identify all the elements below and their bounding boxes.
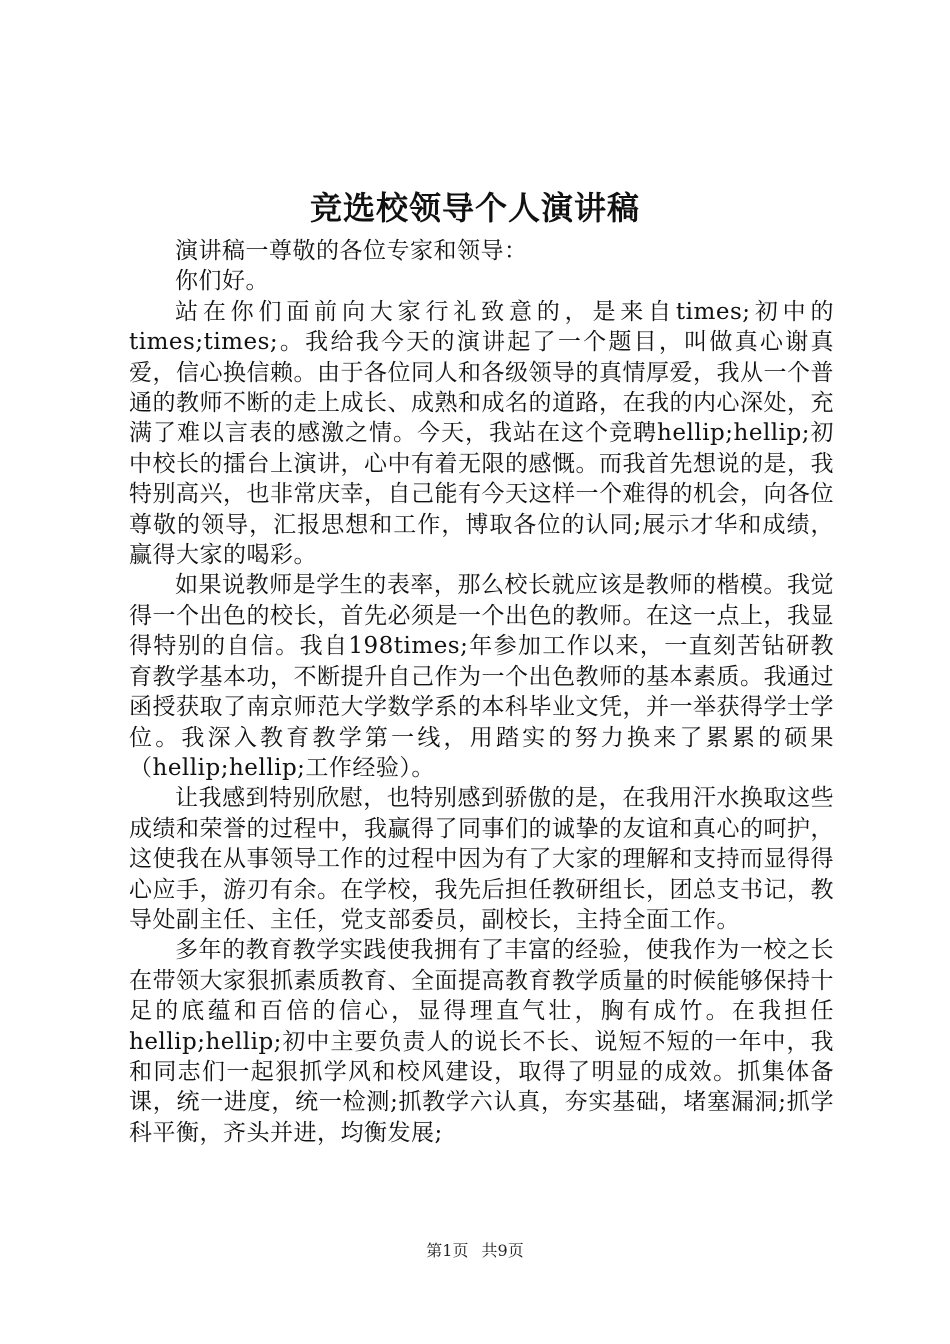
page-footer (0, 1240, 950, 1262)
paragraph-teacher-role: 如果说教师是学生的表率，那么校长就应该是教师的楷模。我觉得一个出色的校长，首先必须是一个出色的教师。在这一点上，我显得特别的自信。我自198times;年参加工作以来，一直刻苦钻研教育教学基本功，不断提升自己作为一个出色教师的基本素质。我通过函授获取了南京师范大学数学系的本科毕业文凭，并一举获得学士学位。我深入教育教学第一线，用踏实的努力换来了累累的硕果（hellip;hellip;工作经验）。 (129, 572, 834, 781)
document-body (129, 236, 834, 1148)
paragraph-greeting: 你们好。 (175, 268, 269, 295)
paragraph-introduction: 站在你们面前向大家行礼致意的，是来自times;初中的times;times;。我给我今天的演讲起了一个题目，叫做真心谢真爱，信心换信赖。由于各位同人和各级领导的真情厚爱，我从一个普通的教师不断的走上成长、成熟和成名的道路，在我的内心深处，充满了难以言表的感激之情。今天，我站在这个竞聘hellip;hellip;初中校长的擂台上演讲，心中有着无限的感慨。而我首先想说的是，我特别高兴，也非常庆幸，自己能有今天这样一个难得的机会，向各位尊敬的领导，汇报思想和工作，博取各位的认同;展示才华和成绩，赢得大家的喝彩。 (129, 298, 834, 569)
document-title: 竞选校领导个人演讲稿 (309, 189, 640, 227)
page-number-current: 第1页 (426, 1241, 469, 1260)
paragraph-experience: 多年的教育教学实践使我拥有了丰富的经验，使我作为一校之长在带领大家狠抓素质教育、全面提高教育教学质量的时候能够保持十足的底蕴和百倍的信心，显得理直气壮，胸有成竹。在我担任hellip;hellip;初中主要负责人的说长不长、说短不短的一年中，我和同志们一起狠抓学风和校风建设，取得了明显的成效。抓集体备课，统一进度，统一检测;抓教学六认真，夯实基础，堵塞漏洞;抓学科平衡，齐头并进，均衡发展; (129, 937, 834, 1146)
paragraph-salutation: 演讲稿一尊敬的各位专家和领导： (175, 238, 528, 264)
page-number-total: 共9页 (481, 1241, 524, 1260)
paragraph-colleagues: 让我感到特别欣慰，也特别感到骄傲的是，在我用汗水换取这些成绩和荣誉的过程中，我赢得了同事们的诚挚的友谊和真心的呵护，这使我在从事领导工作的过程中因为有了大家的理解和支持而显得得心应手，游刃有余。在学校，我先后担任教研组长，团总支书记，教导处副主任、主任，党支部委员，副校长，主持全面工作。 (129, 785, 834, 933)
